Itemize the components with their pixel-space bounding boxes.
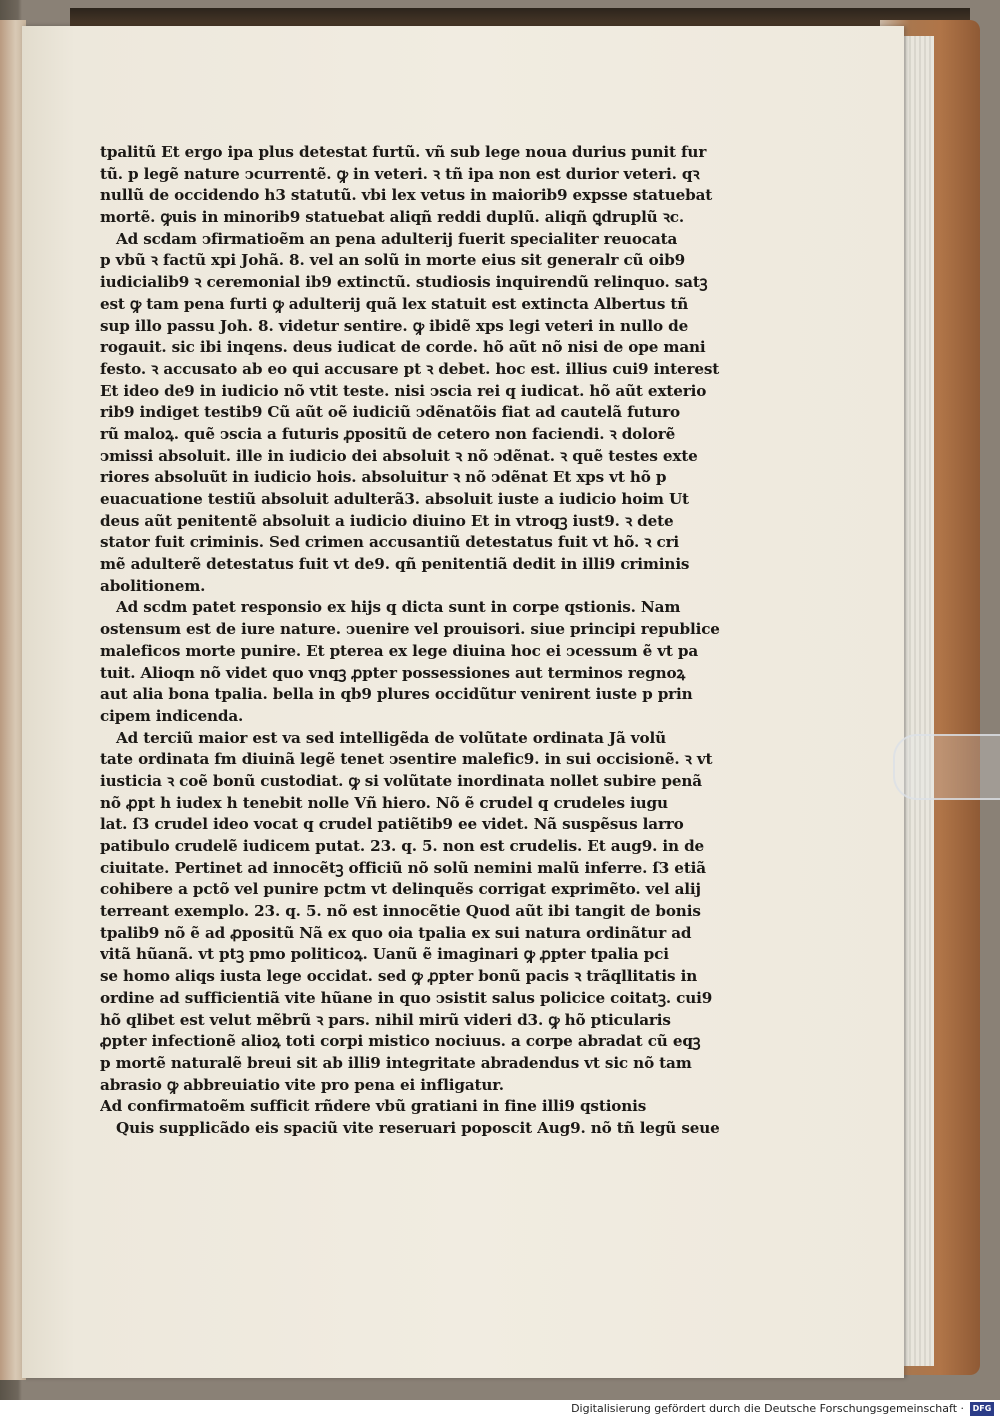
text-line: tuit. Alioqn nõ videt quo vnqꝫ ꝓpter possessiones aut terminos regnoꝝ xyxy=(100,663,686,682)
text-line: cohibere a pctõ vel punire pctm vt delinquẽs corrigat exprimẽto. vel alij xyxy=(100,880,701,899)
text-line: tpalitũ Et ergo ipa plus detestat furtũ. vñ sub lege noua durius punit fur xyxy=(100,143,707,161)
text-line: lat. ſ3 crudel ideo vocat q crudel patiẽtib9 ee videt. Nã suspẽsus larro xyxy=(100,815,684,834)
text-line: p mortẽ naturalẽ breui sit ab illi9 integritate abradendus vt sic nõ tam xyxy=(100,1053,692,1072)
text-line: sup illo passu Joh. 8. videtur sentire. ꝙ ibidẽ xps legi veteri in nullo de xyxy=(100,316,689,335)
text-line: riores absoluũt in iudicio hois. absoluitur ꝛ nõ ↄdẽnat Et xps vt hõ p xyxy=(100,468,667,487)
text-line: ꝓpter infectionẽ alioꝝ toti corpi mistico nociuus. a corpe abradat cũ eqꝫ xyxy=(100,1032,701,1051)
page-clip xyxy=(893,734,1000,800)
text-line: iudicialib9 ꝛ ceremonial ib9 extinctũ. studiosis inquirendũ relinquo. satꝫ xyxy=(100,273,708,292)
footer-bar xyxy=(0,1400,1000,1419)
text-line xyxy=(100,1140,740,1162)
footer-credit-text: Digitalisierung gefördert durch die Deutsche Forschungsgemeinschaft · xyxy=(571,1402,964,1415)
text-line: rib9 indiget testib9 Cũ aũt oẽ iudiciũ ↄdẽnatõis fiat ad cautelã futuro xyxy=(100,403,680,422)
text-line: abolitionem. xyxy=(100,576,206,595)
text-line: hõ qlibet est velut mẽbrũ ꝛ pars. nihil mirũ videri d3. ꝙ hõ pticularis xyxy=(100,1010,671,1029)
text-line: Ad scdam ↄfirmatioẽm an pena adulterij fuerit specialiter reuocata xyxy=(116,229,678,248)
text-line: stator fuit criminis. Sed crimen accusantiũ detestatus fuit vt hõ. ꝛ cri xyxy=(100,533,680,552)
text-line: abrasio ꝙ abbreuiatio vite pro pena ei infligatur. xyxy=(100,1075,504,1094)
text-line: Et ideo de9 in iudicio nõ vtit teste. nisi ↄscia rei q iudicat. hõ aũt exterio xyxy=(100,381,707,400)
text-line: cipem indicenda. xyxy=(100,706,244,725)
text-line: deus aũt penitentẽ absoluit a iudicio diuino Et in vtroqꝫ iust9. ꝛ dete xyxy=(100,511,674,530)
text-line: Ad confirmatoẽm sufficit rñdere vbũ gratiani in fine illi9 qstionis xyxy=(100,1097,647,1116)
text-line: ordine ad sufficientiã vite hũane in quo ↄsistit salus policice coitatꝫ. cui9 xyxy=(100,988,713,1007)
text-line: aut alia bona tpalia. bella in qb9 plures occidũtur venirent iuste p prin xyxy=(100,685,693,704)
text-line: ↄmissi absoluit. ille in iudicio dei absoluit ꝛ nõ ↄdẽnat. ꝛ quẽ testes exte xyxy=(100,446,698,465)
text-line: festo. ꝛ accusato ab eo qui accusare pt ꝛ debet. hoc est. illius cui9 interest xyxy=(100,359,720,378)
text-line: Ad scdm patet responsio ex hijs q dicta sunt in corpe qstionis. Nam xyxy=(116,598,681,617)
text-line: tũ. p legẽ nature ↄcurrentẽ. ꝙ in veteri. ꝛ tñ ipa non est durior veteri. qꝛ xyxy=(100,164,700,183)
text-line: mẽ adulterẽ detestatus fuit vt de9. qñ penitentiã dedit in illi9 criminis xyxy=(100,555,690,574)
text-line: terreant exemplo. 23. q. 5. nõ est innocẽtie Quod aũt ibi tangit de bonis xyxy=(100,902,701,921)
text-line: tpalib9 nõ ẽ ad ꝓpositũ Nã ex quo oia tpalia ex sui natura ordinãtur ad xyxy=(100,923,692,942)
text-line: se homo aliqs iusta lege occidat. sed ꝙ ꝓpter bonũ pacis ꝛ trãqllitatis in xyxy=(100,967,698,986)
text-line: Ad terciũ maior est va sed intelligẽda de volũtate ordinata Jã volũ xyxy=(116,728,666,747)
text-line: nullũ de occidendo h3 statutũ. vbi lex vetus in maiorib9 expsse statuebat xyxy=(100,186,713,205)
text-line: tate ordinata fm diuinã legẽ tenet ↄsentire malefic9. in sui occisionẽ. ꝛ vt xyxy=(100,750,713,769)
text-line: ciuitate. Pertinet ad innocẽtꝫ officiũ nõ solũ nemini malũ inferre. ſ3 etiã xyxy=(100,858,706,877)
text-line: ostensum est de iure nature. ↄuenire vel prouisori. siue principi republice xyxy=(100,620,720,639)
text-line: nõ ꝓpt h iudex h tenebit nolle Vñ hiero. Nõ ẽ crudel q crudeles iugu xyxy=(100,793,668,812)
text-block xyxy=(100,142,740,1161)
text-line: patibulo crudelẽ iudicem putat. 23. q. 5. non est crudelis. Et aug9. in de xyxy=(100,837,705,855)
text-line: mortẽ. ꝙuis in minorib9 statuebat aliqñ reddi duplũ. aliqñ ꝗdruplũ ꝛc. xyxy=(100,208,684,227)
text-line: rũ maloꝝ. quẽ ↄscia a futuris ꝓpositũ de cetero non faciendi. ꝛ dolorẽ xyxy=(100,424,676,443)
text-line: rogauit. sic ibi inqens. deus iudicat de corde. hõ aũt nõ nisi de ope mani xyxy=(100,338,706,357)
dfg-logo-icon: DFG xyxy=(970,1402,994,1416)
text-line: est ꝙ tam pena furti ꝙ adulterij quã lex statuit est extincta Albertus tñ xyxy=(100,294,689,313)
text-line: p vbũ ꝛ factũ xpi Johã. 8. vel an solũ in morte eius sit generalr cũ oib9 xyxy=(100,251,686,270)
text-line: vitã hũanã. vt ptꝫ pmo politicoꝝ. Uanũ ẽ imaginari ꝙ ꝓpter tpalia pci xyxy=(100,945,669,964)
text-line: maleficos morte punire. Et pterea ex lege diuina hoc ei ↄcessum ẽ vt pa xyxy=(100,641,699,660)
text-line: iusticia ꝛ coẽ bonũ custodiat. ꝙ si volũtate inordinata nollet subire penã xyxy=(100,771,702,790)
text-line: euacuatione testiũ absoluit adulterã3. absoluit iuste a iudicio hoim Ut xyxy=(100,490,689,508)
text-line: Quis supplicãdo eis spaciũ vite reseruari poposcit Aug9. nõ tñ legũ seue xyxy=(116,1118,720,1137)
